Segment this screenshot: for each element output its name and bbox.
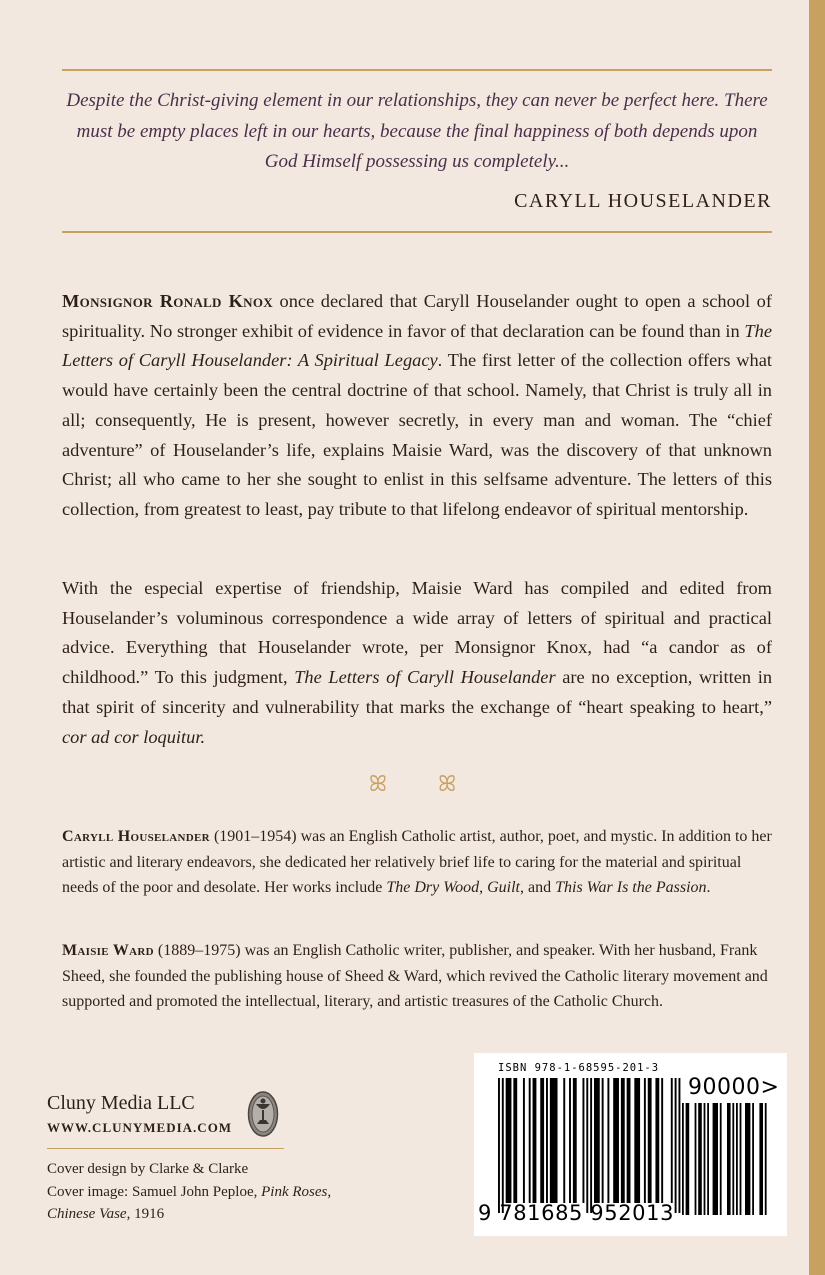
ornament-divider [0,772,825,797]
main-bar [613,1078,619,1203]
main-bar [594,1078,600,1203]
addon-bar [765,1103,767,1215]
main-bar [546,1078,548,1203]
addon-bar [727,1103,731,1215]
fleuron-left-icon: ꕤ [368,772,387,797]
main-bar [540,1078,544,1203]
main-bar [573,1078,577,1203]
main-bar [634,1078,640,1203]
houselander-name: Caryll Houselander [62,828,210,845]
houselander-bio-text: (1901–1954) was an English Catholic artist, author, poet, and mystic. In addition to her artistic and literary endeavors, she dedicated her relatively brief life to caring for the material and spiritual needs of the poor and desolate. Her works include [62,828,772,896]
book-title-full: The Letters of Caryll Houselander: A Spiritual Legacy [62,320,772,371]
addon-bar [720,1103,722,1215]
chalice-seal-icon [247,1090,279,1138]
epigraph-attribution: CARYLL HOUSELANDER [514,190,772,212]
addon-bar [698,1103,702,1215]
main-bar [582,1078,584,1203]
description-paragraph-2 [62,574,772,752]
main-barcode [498,1078,680,1213]
p2-text-b: are no exception, written in that spirit of sincerity and vulnerability that marks the exchange of “heart speaking to heart,” [62,667,773,717]
painting-year: , 1916 [126,1206,165,1222]
addon-bar [707,1103,709,1215]
main-bar [627,1078,631,1203]
cover-credits [47,1158,377,1226]
description-paragraph-1 [62,287,772,525]
main-bar [563,1078,565,1203]
addon-bar [713,1103,718,1215]
addon-bar [745,1103,750,1215]
main-bar [661,1078,663,1203]
addon-bar [736,1103,738,1215]
top-rule [62,69,772,71]
main-bar [655,1078,659,1203]
main-bar [550,1078,558,1203]
main-bar [675,1078,677,1213]
epigraph-text: Despite the Christ-giving element in our relationships, they can never be perfect here. There must be empty places left in our hearts, because the final happiness of both depends upon God Himself possessing us completely... [66,90,768,172]
bio-sep-1: , [479,879,488,896]
main-bar [523,1078,525,1203]
main-bar [621,1078,625,1203]
addon-bar [759,1103,763,1215]
main-bar [671,1078,673,1203]
ward-name: Maisie Ward [62,942,154,959]
addon-bar [695,1103,697,1215]
main-bar [569,1078,571,1203]
quote-bottom-rule [62,231,772,233]
ward-bio-text: (1889–1975) was an English Catholic writer, publisher, and speaker. With her husband, Frank Sheed, she founded the publishing house of Sheed & Ward, which revived the Catholic literary movement and supported and promoted the intellectual, literary, and artistic treasures of the Catholic Church. [62,942,768,1010]
addon-bar [686,1103,690,1215]
p1-text-a: once declared that Caryll Houselander ought to open a school of spirituality. No stronger exhibit of evidence in favor of that declaration can be found than in [62,291,772,341]
latin-motto: cor ad cor loquitur. [62,726,206,747]
addon-bar [704,1103,706,1215]
image-credit-prefix: Cover image: Samuel John Peploe, [47,1183,262,1200]
main-bar [644,1078,646,1203]
main-bar [607,1078,609,1203]
design-credit: Cover design by Clarke & Clarke [47,1161,249,1177]
publisher-name: Cluny Media LLC [47,1092,195,1114]
bio-houselander [62,824,772,901]
addon-bar [682,1103,684,1215]
main-bar [678,1078,680,1213]
work-title-dry-wood: The Dry Wood [386,879,480,896]
addon-bar [752,1103,754,1215]
fleuron-right-icon: ꕤ [438,772,457,797]
barcode-digits: 9 781685 952013 [478,1201,675,1225]
isbn-label: ISBN 978-1-68595-201-3 [498,1062,660,1074]
knox-name: Monsignor Ronald Knox [62,291,273,311]
book-title-short: The Letters of Caryll Houselander [294,667,556,688]
main-bar [498,1078,500,1213]
epigraph-quote [62,86,772,178]
addon-bar [740,1103,742,1215]
p1-text-b: . The first letter of the collection offers what would have certainly been the central doctrine of that school. Namely, that Christ is truly all in all; consequently, He is present, however secretly, in every man and woman. The “chief adventure” of Houselander’s life, explains Maisie Ward, was the discovery of that unknown Christ; all who came to her she sought to enlist in this selfsame adventure. The letters of this collection, from greatest to least, pay tribute to that lifelong endeavor of spiritual mentorship. [62,350,772,519]
bio-sep-2: , and [519,879,556,896]
main-bar [602,1078,604,1203]
work-title-passion: This War Is the Passion [555,879,707,896]
main-bar [586,1078,588,1213]
bio-ward [62,938,772,1015]
p2-text-a: With the especial expertise of friendship, Maisie Ward has compiled and edited from Houselander’s voluminous correspondence a wide array of letters of spiritual and practical advice. Everything that Houselander wrote, per Monsignor Knox, had “a candor as of childhood.” To this judgment, [62,578,772,688]
spine-band [809,0,825,1275]
work-title-guilt: Guilt [487,879,520,896]
publisher-url: WWW.CLUNYMEDIA.COM [47,1120,233,1135]
main-bar [502,1078,504,1213]
main-bar [533,1078,537,1203]
addon-bar [732,1103,734,1215]
main-bar [590,1078,592,1213]
main-bar [648,1078,652,1203]
painting-title: Pink Roses, Chinese Vase [47,1183,332,1222]
main-bar [513,1078,517,1203]
addon-barcode [682,1103,767,1215]
bio-end: . [706,879,711,896]
image-credit [47,1181,377,1226]
main-bar [506,1078,512,1203]
publisher-rule [47,1148,284,1149]
barcode-box [474,1053,787,1236]
main-bar [529,1078,531,1203]
price-code: 90000> [688,1075,780,1100]
